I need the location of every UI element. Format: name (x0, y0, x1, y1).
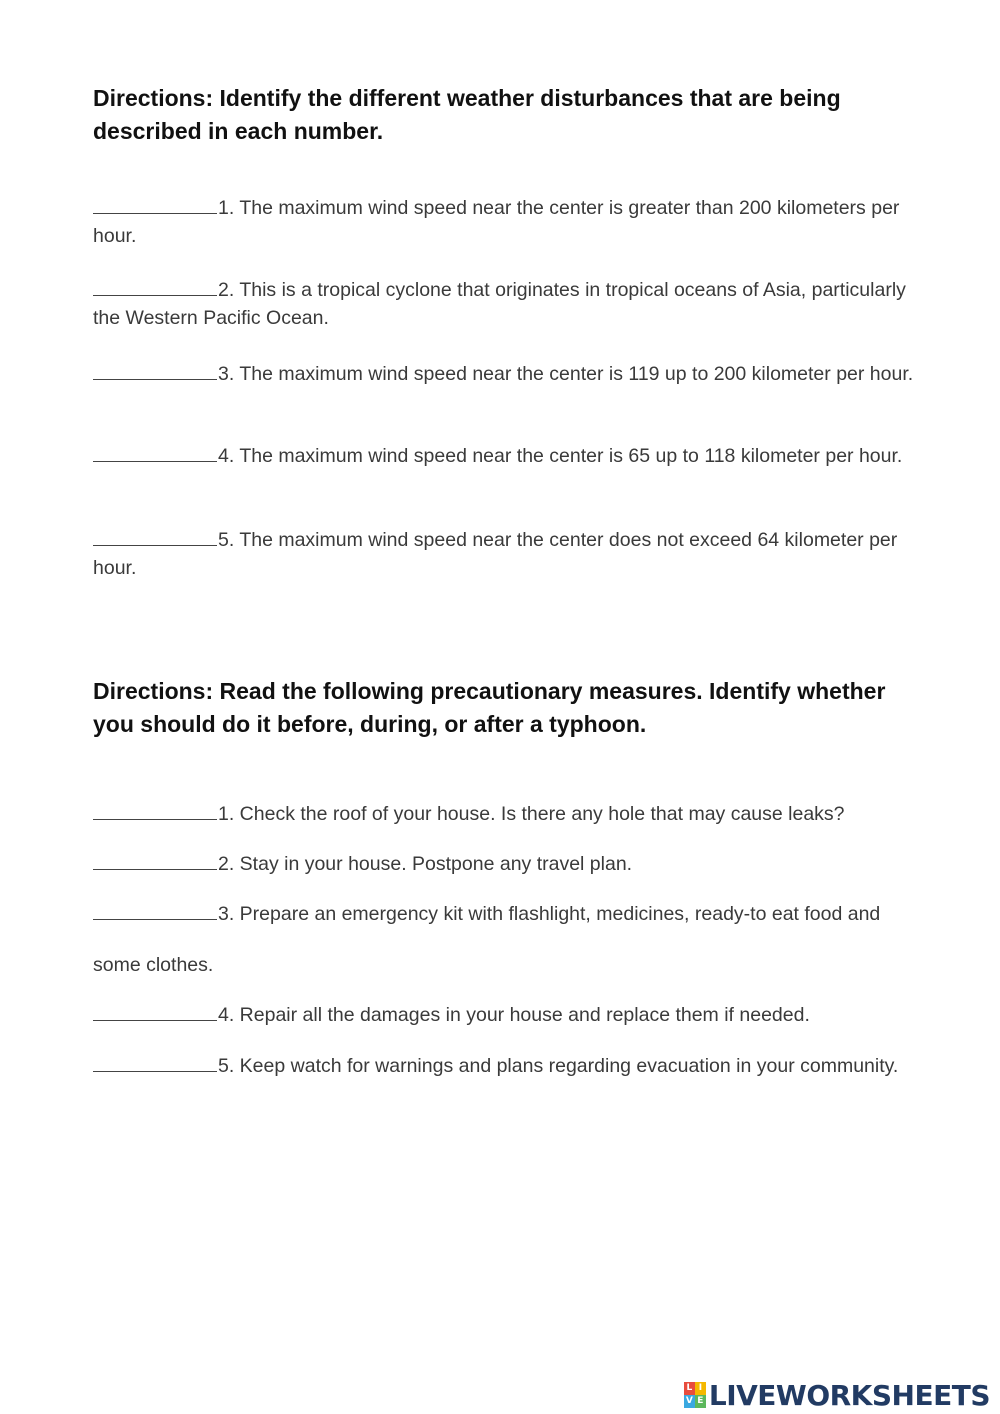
answer-blank-1-5[interactable] (93, 527, 217, 546)
section1-item-1: 1. The maximum wind speed near the center is greater than 200 kilometers per hour. (93, 197, 900, 247)
answer-blank-1-4[interactable] (93, 443, 217, 462)
section2-item-4: 4. Repair all the damages in your house and replace them if needed. (93, 1001, 943, 1029)
section2-item-1: 1. Check the roof of your house. Is there any hole that may cause leaks? (93, 800, 943, 828)
liveworksheets-logo-icon: L I V E (684, 1382, 706, 1408)
section1-directions: Directions: Identify the different weather disturbances that are being described in each number. (93, 85, 841, 144)
answer-blank-2-2[interactable] (93, 851, 217, 870)
answer-blank-1-3[interactable] (93, 361, 217, 380)
section1-item-3: 3. The maximum wind speed near the center is 119 up to 200 kilometer per hour. (93, 360, 923, 388)
section2-item-5: 5. Keep watch for warnings and plans regarding evacuation in your community. (93, 1052, 943, 1080)
section2-item-2: 2. Stay in your house. Postpone any travel plan. (93, 850, 943, 878)
section1-item-5: 5. The maximum wind speed near the center does not exceed 64 kilometer per hour. (93, 529, 898, 579)
answer-blank-1-1[interactable] (93, 195, 217, 214)
answer-blank-2-1[interactable] (93, 801, 217, 820)
answer-blank-2-3[interactable] (93, 901, 217, 920)
section2-directions: Directions: Read the following precautionary measures. Identify whether you should do it before, during, or after a typhoon. (93, 678, 886, 737)
liveworksheets-wordmark: LIVEWORKSHEETS (708, 1378, 990, 1412)
section2-item-3: 3. Prepare an emergency kit with flashlight, medicines, ready-to eat food and some clothes. (93, 903, 881, 976)
answer-blank-2-4[interactable] (93, 1002, 217, 1021)
answer-blank-2-5[interactable] (93, 1053, 217, 1072)
section1-item-2: 2. This is a tropical cyclone that originates in tropical oceans of Asia, particularly the Western Pacific Ocean. (93, 279, 906, 329)
section1-item-4: 4. The maximum wind speed near the center is 65 up to 118 kilometer per hour. (93, 442, 923, 470)
liveworksheets-logo (684, 1378, 990, 1412)
answer-blank-1-2[interactable] (93, 277, 217, 296)
